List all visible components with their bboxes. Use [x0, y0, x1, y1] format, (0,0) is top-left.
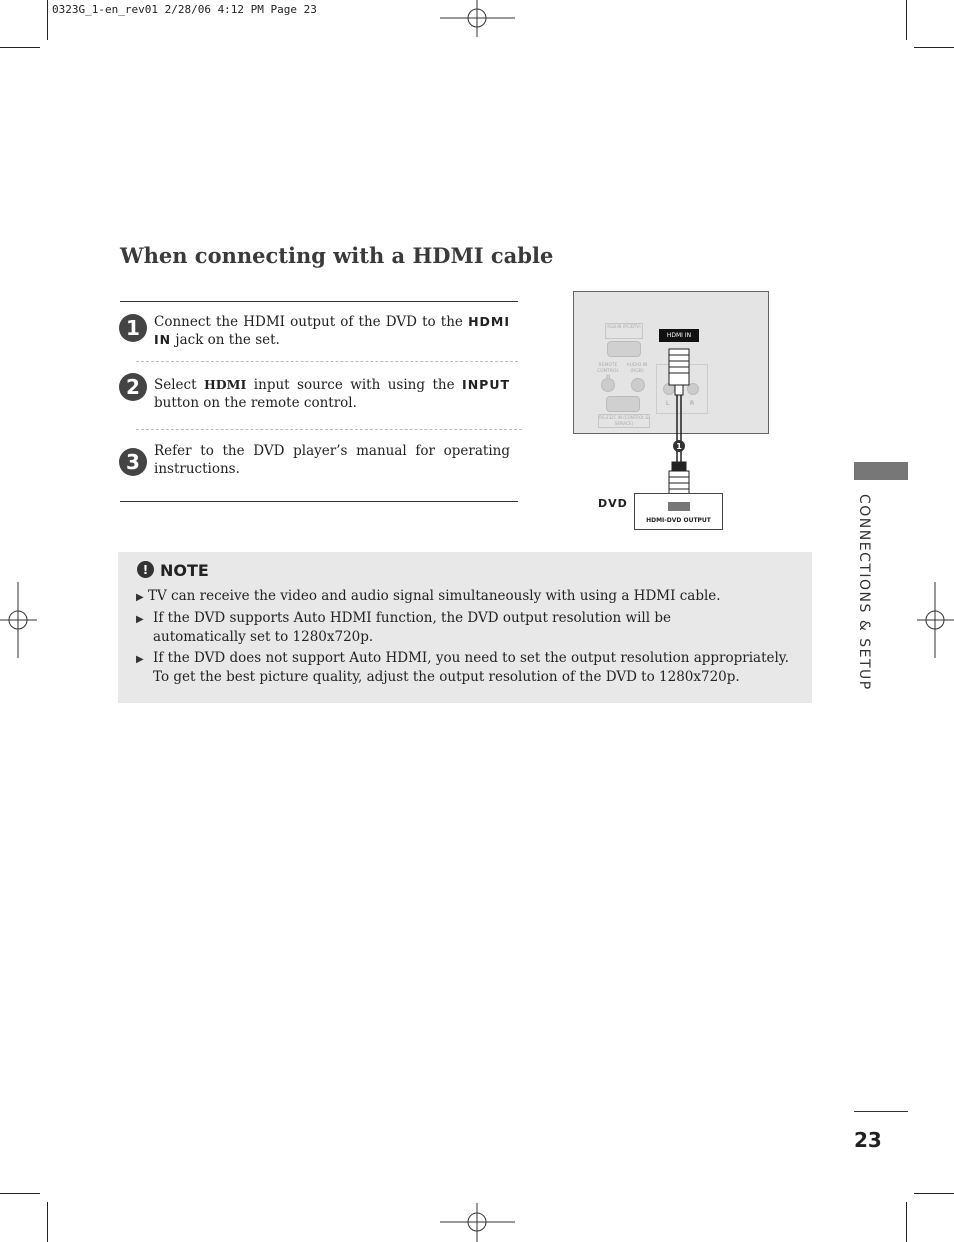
page-number-rule — [854, 1111, 908, 1112]
step-2-keyword-2: INPUT — [462, 377, 510, 392]
step-3-text: Refer to the DVD player’s manual for operating instructions. — [154, 443, 510, 477]
step-1-keyword: HDMI IN — [154, 314, 510, 347]
r-label: R — [690, 400, 695, 407]
dvd-output-label: HDMI-DVD OUTPUT — [646, 517, 711, 524]
remote-control-label: REMOTE CONTROL — [597, 363, 619, 374]
l-label: L — [666, 400, 670, 407]
step-number-1: 1 — [119, 314, 147, 342]
note-item — [136, 587, 796, 607]
step-divider — [136, 429, 522, 430]
step-2-keyword: HDMI — [204, 377, 247, 392]
exclamation-icon: ! — [137, 561, 154, 578]
step-1-text-before: Connect the HDMI output of the DVD to the — [154, 314, 469, 330]
note-item-text: TV can receive the video and audio signal simultaneously with using a HDMI cable. — [148, 588, 721, 604]
steps-top-rule — [120, 301, 518, 302]
callout-number: 1 — [676, 442, 682, 451]
dvd-hdmi-port — [668, 502, 690, 511]
dvd-label: DVD — [598, 497, 628, 510]
step-2-text-mid: input source with using the — [246, 377, 463, 393]
step-number-2: 2 — [119, 373, 147, 401]
note-item-text: If the DVD does not support Auto HDMI, you need to set the output resolution appropriately. To get the best picture quality, adjust the output resolution of the DVD to 1280x720p. — [153, 650, 789, 685]
step-1-text-after: jack on the set. — [171, 332, 280, 348]
step-number-3: 3 — [119, 448, 147, 476]
triangle-bullet-icon: ▶ — [136, 614, 144, 625]
rgb-in-label: RGB IN (PC/DTV) — [605, 323, 643, 339]
triangle-bullet-icon: ▶ — [136, 654, 144, 665]
hdmi-in-label: HDMI IN — [659, 329, 699, 342]
steps-bottom-rule — [120, 501, 518, 502]
step-2-text-before: Select — [154, 377, 204, 393]
triangle-bullet-icon: ▶ — [136, 592, 144, 603]
page-title: When connecting with a HDMI cable — [120, 243, 554, 268]
section-label-text: CONNECTIONS & SETUP — [856, 494, 872, 691]
rs232-label: RS-232C IN (CONTROL & SERVICE) — [599, 415, 649, 426]
audio-in-label: AUDIO IN (RGB) — [626, 363, 648, 374]
note-title: NOTE — [160, 561, 209, 580]
step-2-text — [154, 376, 510, 412]
print-slug: 0323G_1-en_rev01 2/28/06 4:12 PM Page 23 — [52, 3, 317, 16]
step-2-text-after: button on the remote control. — [154, 395, 357, 411]
section-tab — [854, 462, 908, 480]
page-number: 23 — [854, 1128, 882, 1152]
step-1-text — [154, 313, 510, 349]
step-divider — [136, 361, 518, 362]
note-item-text: If the DVD supports Auto HDMI function, the DVD output resolution will be automatically set to 1280x720p. — [153, 610, 671, 645]
dvd-player — [634, 493, 723, 530]
section-label — [850, 494, 876, 691]
